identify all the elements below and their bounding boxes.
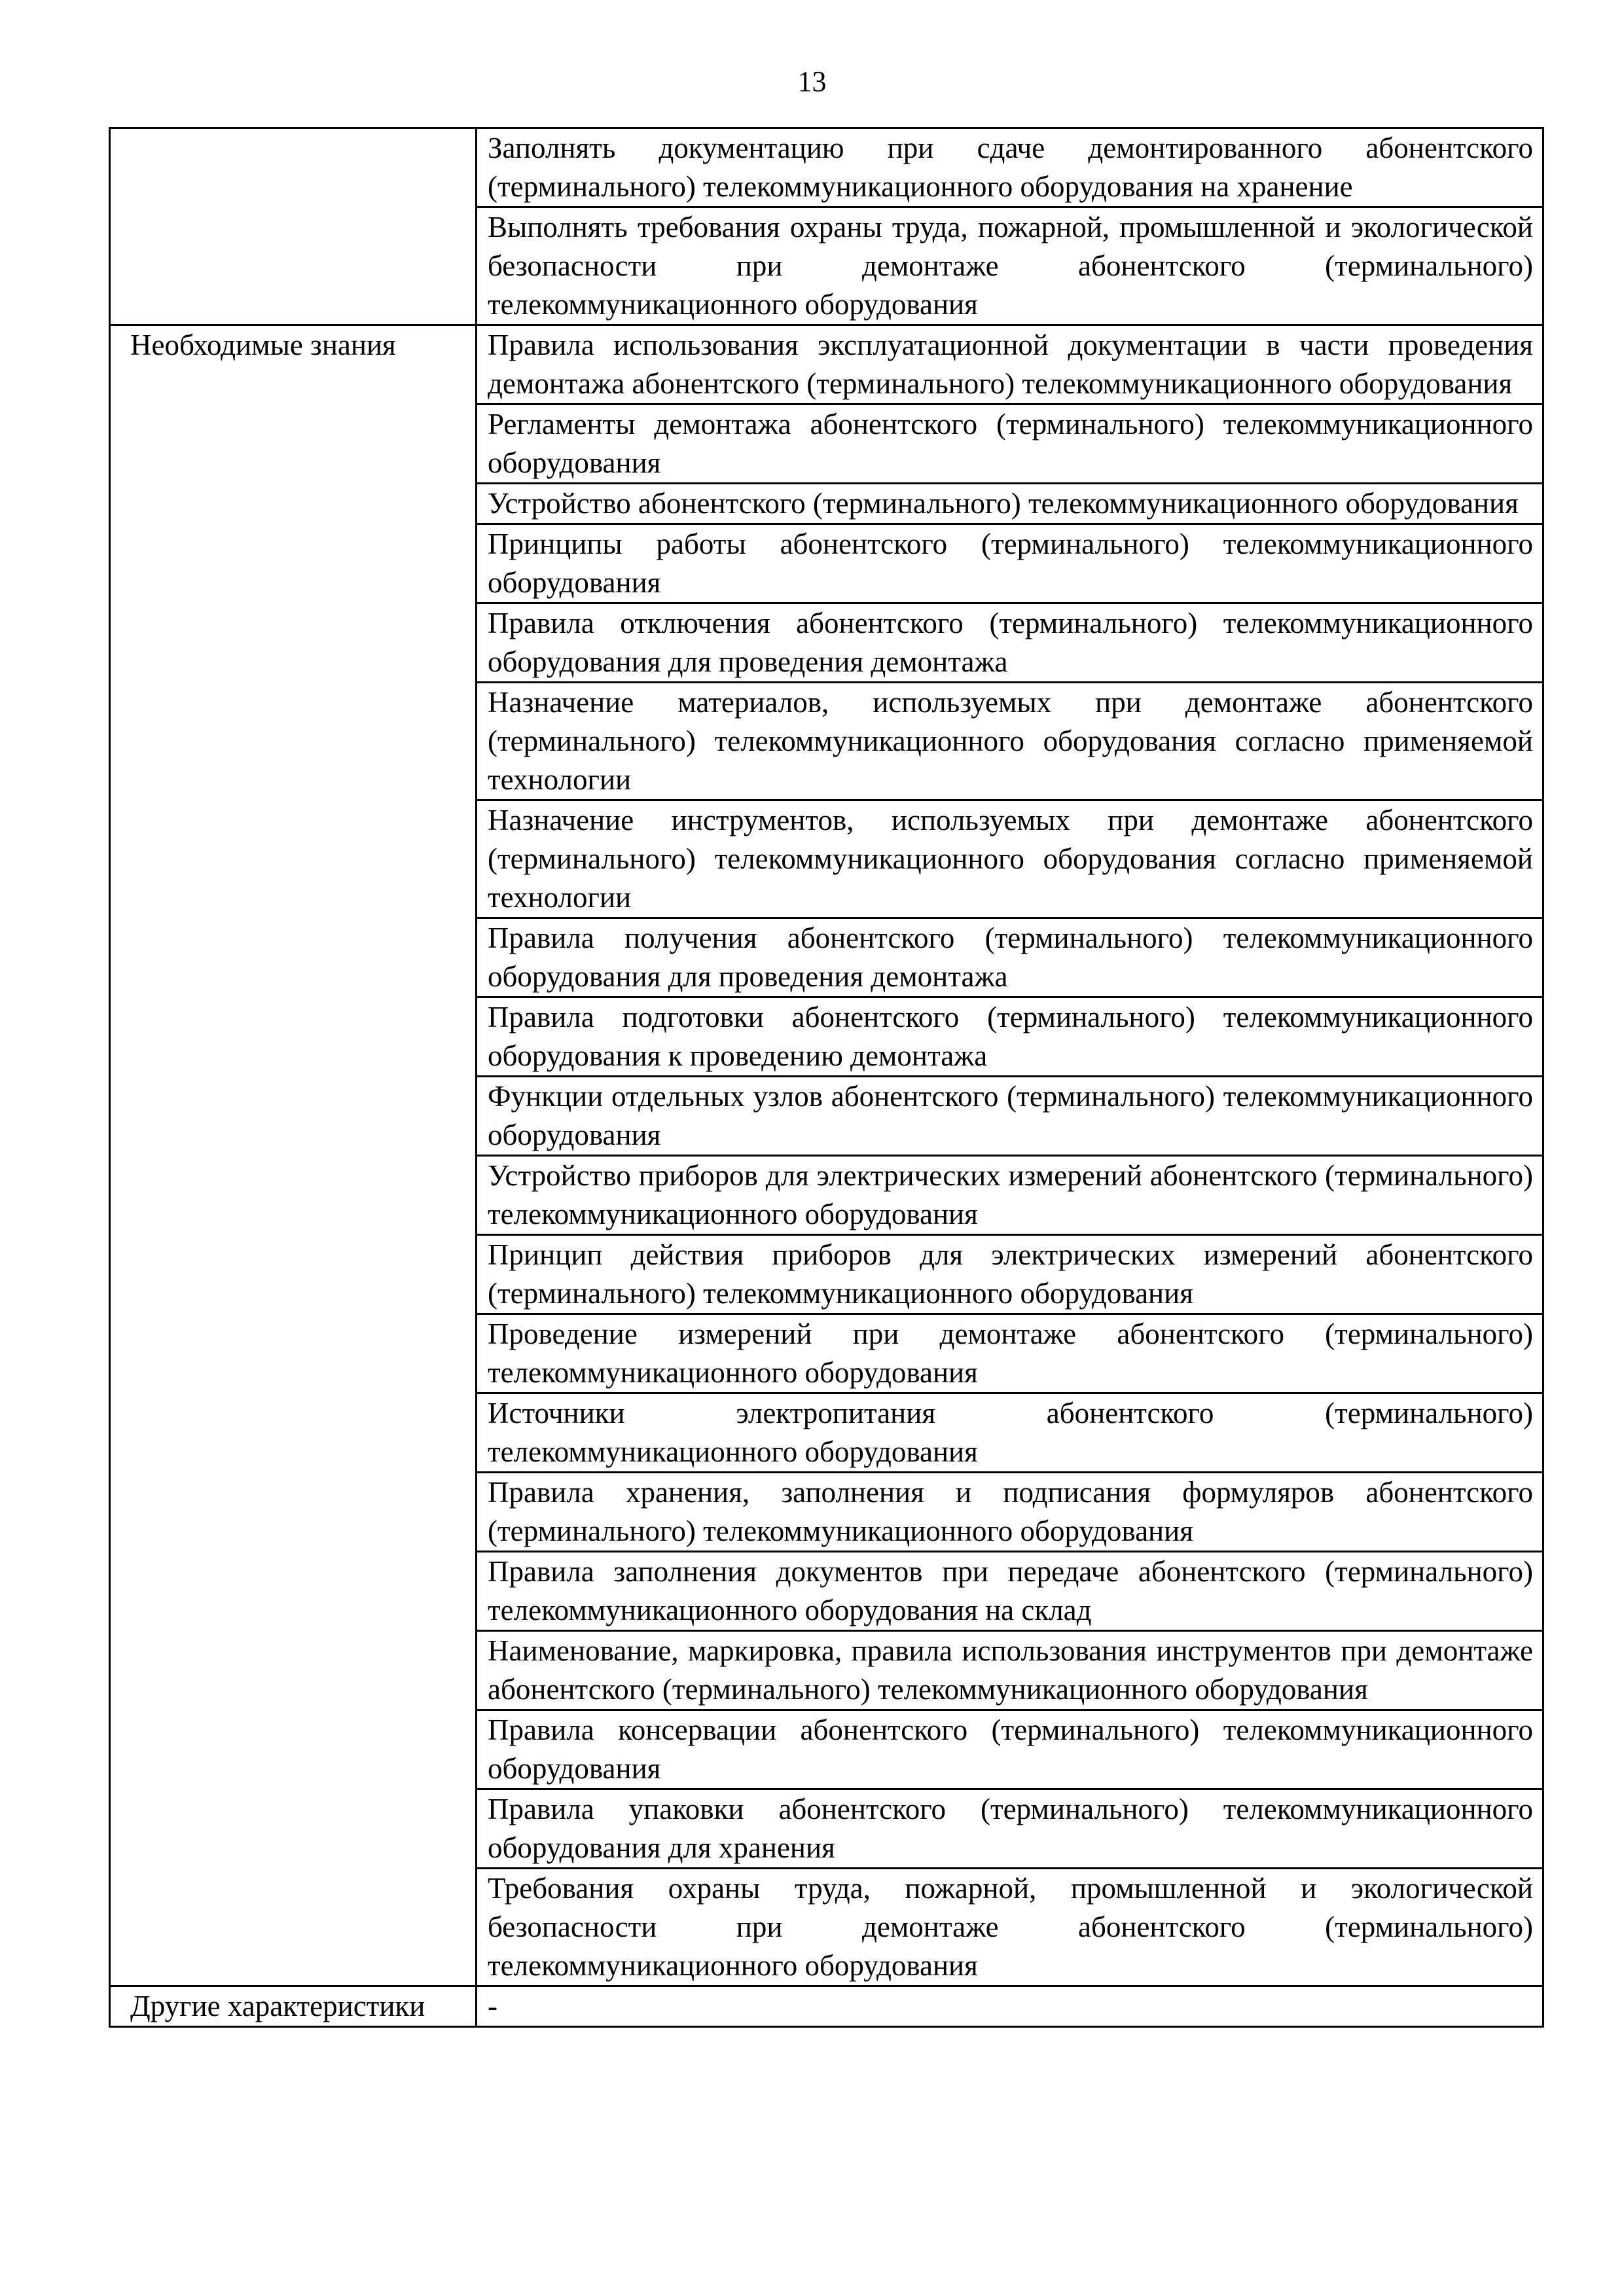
table-row [110, 1156, 1543, 1235]
table-row [110, 1986, 1543, 2027]
table-row [110, 1077, 1543, 1156]
knowledge-cell: Регламенты демонтажа абонентского (терминального) телекоммуникационного оборудования [477, 404, 1543, 484]
knowledge-cell: Правила консервации абонентского (терминального) телекоммуникационного оборудования [477, 1710, 1543, 1789]
knowledge-cell: Правила отключения абонентского (терминального) телекоммуникационного оборудования для проведения демонтажа [477, 603, 1543, 683]
table-row [110, 1235, 1543, 1314]
knowledge-cell: Правила заполнения документов при передаче абонентского (терминального) телекоммуникационного оборудования на склад [477, 1552, 1543, 1631]
knowledge-cell: Правила получения абонентского (терминального) телекоммуникационного оборудования для проведения демонтажа [477, 918, 1543, 997]
knowledge-cell: Наименование, маркировка, правила использования инструментов при демонтаже абонентского (терминального) телекоммуникационного оборудования [477, 1631, 1543, 1710]
knowledge-cell: Назначение инструментов, используемых при демонтаже абонентского (терминального) телекоммуникационного оборудования согласно применяемой технологии [477, 800, 1543, 918]
skill-cell: Выполнять требования охраны труда, пожарной, промышленной и экологической безопасности при демонтаже абонентского (терминального) телекоммуникационного оборудования [477, 207, 1543, 325]
knowledge-cell: Функции отдельных узлов абонентского (терминального) телекоммуникационного оборудования [477, 1077, 1543, 1156]
table-row [110, 1314, 1543, 1393]
table-row [110, 1789, 1543, 1869]
other-value: - [477, 1986, 1543, 2027]
knowledge-cell: Источники электропитания абонентского (терминального) телекоммуникационного оборудования [477, 1393, 1543, 1473]
knowledge-cell: Проведение измерений при демонтаже абонентского (терминального) телекоммуникационного оборудования [477, 1314, 1543, 1393]
table-row [110, 997, 1543, 1077]
row-label [110, 128, 477, 207]
knowledge-cell: Правила использования эксплуатационной документации в части проведения демонтажа абонентского (терминального) телекоммуникационного оборудования [477, 325, 1543, 404]
table-row [110, 918, 1543, 997]
knowledge-label: Необходимые знания [110, 325, 477, 404]
page-number: 13 [797, 65, 827, 98]
knowledge-cell: Устройство абонентского (терминального) телекоммуникационного оборудования [477, 484, 1543, 524]
table-row [110, 524, 1543, 603]
table-row [110, 1710, 1543, 1789]
table-row [110, 1552, 1543, 1631]
knowledge-cell: Правила упаковки абонентского (терминального) телекоммуникационного оборудования для хранения [477, 1789, 1543, 1869]
knowledge-cell: Принцип действия приборов для электрических измерений абонентского (терминального) телекоммуникационного оборудования [477, 1235, 1543, 1314]
table-row [110, 1473, 1543, 1552]
table-row [110, 484, 1543, 524]
table-row [110, 404, 1543, 484]
table-row [110, 603, 1543, 683]
knowledge-cell: Принципы работы абонентского (терминального) телекоммуникационного оборудования [477, 524, 1543, 603]
knowledge-cell: Устройство приборов для электрических измерений абонентского (терминального) телекоммуникационного оборудования [477, 1156, 1543, 1235]
table-row [110, 207, 1543, 325]
row-label [110, 207, 477, 325]
table-row [110, 1869, 1543, 1986]
table-row [110, 683, 1543, 800]
knowledge-cell: Требования охраны труда, пожарной, промышленной и экологической безопасности при демонтаже абонентского (терминального) телекоммуникационного оборудования [477, 1869, 1543, 1986]
knowledge-cell: Назначение материалов, используемых при демонтаже абонентского (терминального) телекоммуникационного оборудования согласно применяемой технологии [477, 683, 1543, 800]
knowledge-cell: Правила хранения, заполнения и подписания формуляров абонентского (терминального) телекоммуникационного оборудования [477, 1473, 1543, 1552]
knowledge-cell: Правила подготовки абонентского (терминального) телекоммуникационного оборудования к проведению демонтажа [477, 997, 1543, 1077]
table-row [110, 1393, 1543, 1473]
competency-table [109, 127, 1544, 2028]
table-row [110, 128, 1543, 207]
skill-cell: Заполнять документацию при сдаче демонтированного абонентского (терминального) телекоммуникационного оборудования на хранение [477, 128, 1543, 207]
table-row [110, 1631, 1543, 1710]
other-label: Другие характеристики [110, 1986, 477, 2027]
table-row [110, 325, 1543, 404]
table-row [110, 800, 1543, 918]
